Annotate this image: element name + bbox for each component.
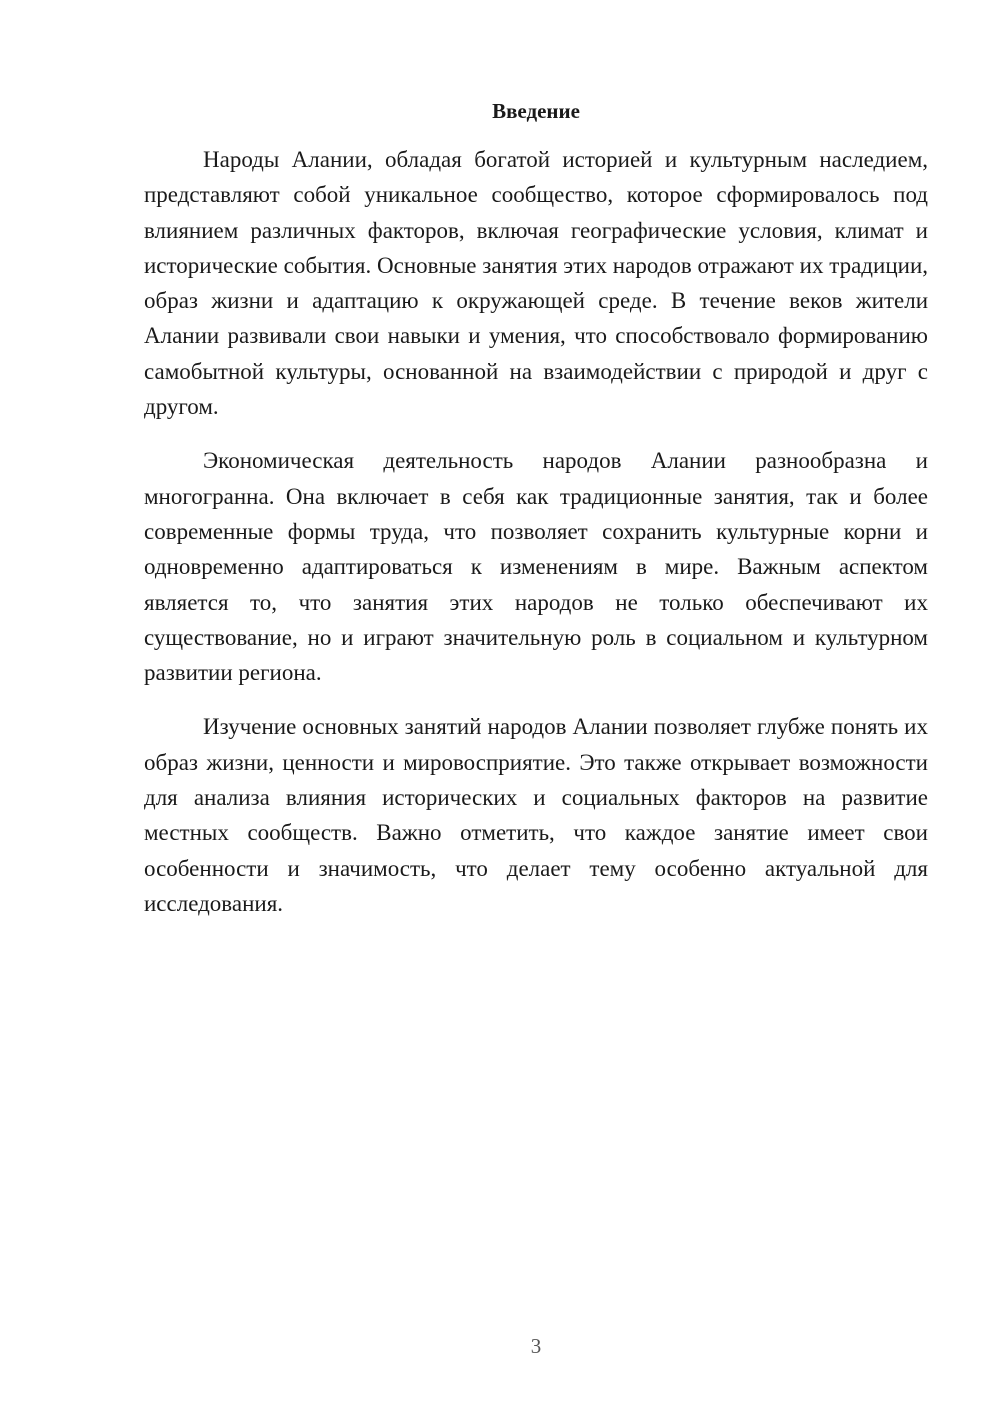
paragraph: Народы Алании, обладая богатой историей и культурным наследием, представляют собой уникальное сообщество, которое сформировалось под влиянием различных факторов, включая географические условия, климат и исторические события. Основные занятия этих народов отражают их традиции, образ жизни и адаптацию к окружающей среде. В течение веков жители Алании развивали свои навыки и умения, что способствовало формированию самобытной культуры, основанной на взаимодействии с природой и друг с другом. (144, 147, 928, 420)
page-title: Введение (492, 99, 580, 123)
page-number: 3 (530, 1334, 542, 1358)
paragraph: Экономическая деятельность народов Алании разнообразна и многогранна. Она включает в себя как традиционные занятия, так и более современные формы труда, что позволяет сохранить культурные корни и одновременно адаптироваться к изменениям в мире. Важным аспектом является то, что занятия этих народов не только обеспечивают их существование, но и играют значительную роль в социальном и культурном развитии региона. (144, 448, 928, 686)
document-body (144, 142, 928, 940)
paragraph: Изучение основных занятий народов Алании позволяет глубже понять их образ жизни, ценности и мировосприятие. Это также открывает возможности для анализа влияния исторических и социальных факторов на развитие местных сообществ. Важно отметить, что каждое занятие имеет свои особенности и значимость, что делает тему особенно актуальной для исследования. (144, 714, 928, 916)
